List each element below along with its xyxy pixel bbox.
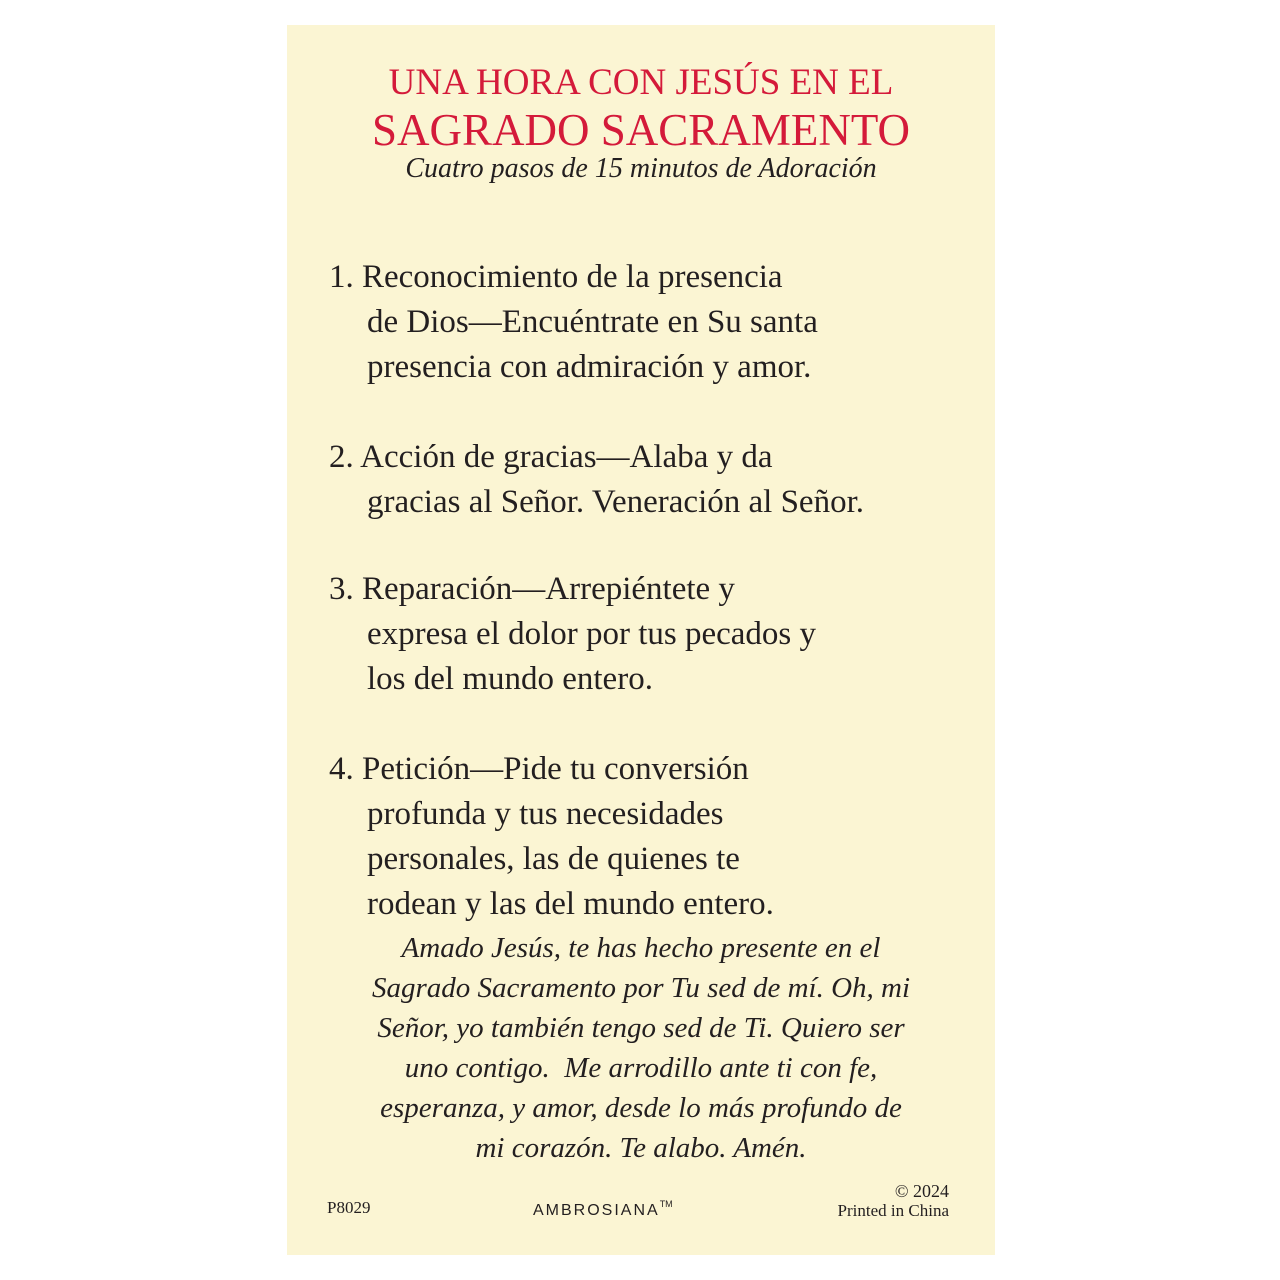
step-line: de Dios—Encuéntrate en Su santa	[367, 304, 818, 340]
prayer-line: mi corazón. Te alabo. Amén.	[475, 1132, 807, 1164]
prayer-line: esperanza, y amor, desde lo más profundo de	[380, 1092, 902, 1124]
step-line: profunda y tus necesidades	[367, 796, 724, 832]
prayer-line: uno contigo. Me arrodillo ante ti con fe,	[404, 1052, 878, 1084]
title-line-1: UNA HORA CON JESÚS EN EL	[388, 62, 894, 103]
closing-prayer	[307, 928, 975, 1168]
prayer-card	[287, 25, 995, 1255]
copyright-block	[838, 1182, 949, 1220]
prayer-line: Señor, yo también tengo sed de Ti. Quiero ser	[377, 1012, 905, 1044]
step-line: los del mundo entero.	[367, 661, 653, 697]
brand-logo	[533, 1199, 673, 1220]
step-3	[329, 567, 969, 702]
step-line: personales, las de quienes te	[367, 841, 740, 877]
step-4	[329, 747, 969, 927]
title-line-2: SAGRADO SACRAMENTO	[371, 105, 910, 155]
prayer-line: Amado Jesús, te has hecho presente en el	[401, 932, 881, 964]
step-line: expresa el dolor por tus pecados y	[367, 616, 817, 652]
trademark-mark: TM	[659, 1199, 673, 1209]
subtitle: Cuatro pasos de 15 minutos de Adoración	[405, 153, 877, 184]
step-line: 1. Reconocimiento de la presencia	[329, 259, 783, 295]
printed-in: Printed in China	[837, 1201, 949, 1220]
step-2	[329, 435, 969, 525]
product-code: P8029	[327, 1198, 371, 1217]
step-line: presencia con admiración y amor.	[367, 349, 812, 385]
prayer-line: Sagrado Sacramento por Tu sed de mí. Oh, mi	[371, 972, 911, 1004]
step-line: rodean y las del mundo entero.	[367, 886, 774, 922]
step-line: 3. Reparación—Arrepiéntete y	[329, 571, 735, 607]
step-1	[329, 255, 969, 390]
step-line: 2. Acción de gracias—Alaba y da	[329, 439, 773, 475]
step-line: 4. Petición—Pide tu conversión	[329, 751, 749, 787]
brand-name: AMBROSIANA	[533, 1202, 660, 1219]
step-line: gracias al Señor. Veneración al Señor.	[367, 484, 864, 520]
copyright-year: © 2024	[894, 1181, 949, 1201]
